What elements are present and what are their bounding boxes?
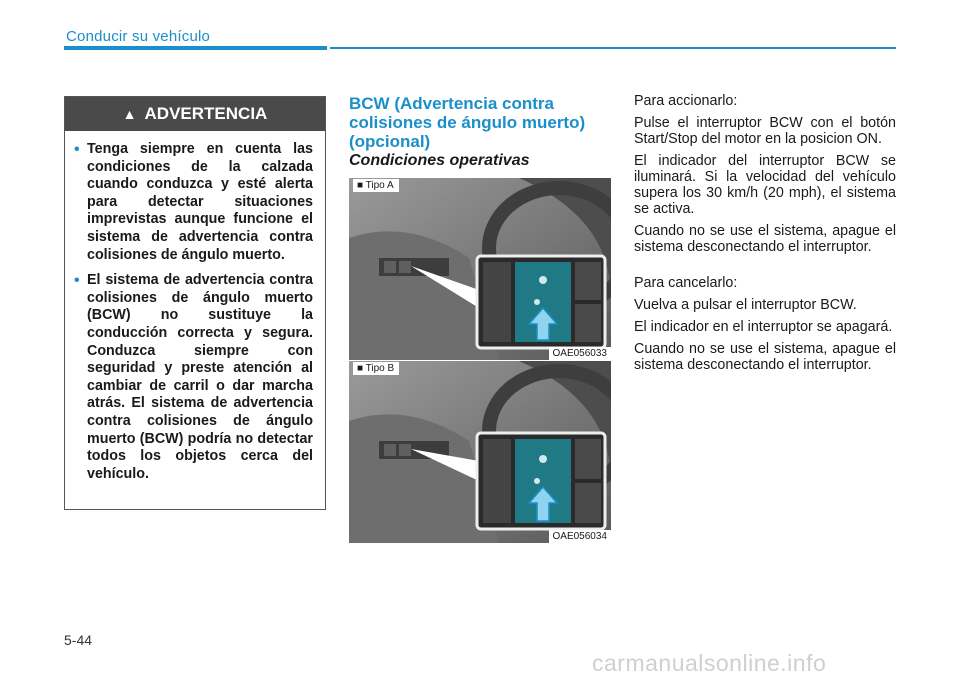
warning-box: [64, 96, 326, 510]
figure-code: OAE056034: [549, 530, 612, 543]
watermark: carmanualsonline.info: [592, 650, 827, 676]
warning-item: • El sistema de advertencia contra colisiones de ángulo muerto (BCW) no sustituye la conducción correcta y segura. Conduzca siempre con seguridad y preste atención al cambiar de carril o dar marcha atrás. El sistema de advertencia contra colisiones de ángulo muerto (BCW) podría no detectar todos los objetos cerca del vehículo.: [74, 272, 313, 482]
paragraph: Para accionarlo:: [634, 93, 738, 109]
section-header: Conducir su vehículo: [66, 28, 211, 45]
instructions-column: [634, 93, 896, 379]
paragraph: Vuelva a pulsar el interruptor BCW.: [634, 297, 857, 313]
figure-tag: ■ Tipo A: [353, 179, 399, 192]
warning-triangle-icon: ▲: [122, 106, 137, 122]
figure-type-a: [349, 178, 611, 360]
warning-list: [65, 131, 325, 483]
warning-header: [65, 97, 325, 131]
header-rule-thick: [64, 46, 327, 50]
dashboard-illustration: [349, 178, 611, 360]
page-number: 5-44: [64, 632, 93, 648]
bullet-icon: •: [74, 272, 80, 290]
figure-tag: ■ Tipo B: [353, 362, 399, 375]
paragraph: Pulse el interruptor BCW con el botón Start/Stop del motor en la posicion ON.: [634, 115, 896, 147]
paragraph: Cuando no se use el sistema, apague el sistema desconectando el interruptor.: [634, 341, 896, 373]
bullet-icon: •: [74, 141, 80, 158]
figure-type-b: [349, 361, 611, 543]
figure-code: OAE056033: [549, 347, 612, 360]
paragraph: Cuando no se use el sistema, apague el sistema desconectando el interruptor.: [634, 223, 896, 255]
paragraph: El indicador del interruptor BCW se iluminará. Si la velocidad del vehículo supera los 30 km/h (20 mph), el sistema se activa.: [634, 153, 896, 217]
section-title: BCW (Advertencia contra colisiones de ángulo muerto) (opcional): [349, 94, 586, 151]
header-rule-thin: [330, 47, 896, 49]
subsection-title: Condiciones operativas: [349, 152, 530, 169]
dashboard-illustration: [349, 361, 611, 543]
warning-item: • Tenga siempre en cuenta las condiciones de la calzada cuando conduzca y esté alerta para detectar situaciones imprevistas aunque funcione el sistema de advertencia contra colisiones de ángulo muerto.: [74, 141, 313, 263]
paragraph: El indicador en el interruptor se apagará.: [634, 319, 893, 335]
paragraph: Para cancelarlo:: [634, 275, 738, 291]
warning-title: ADVERTENCIA: [144, 104, 268, 123]
